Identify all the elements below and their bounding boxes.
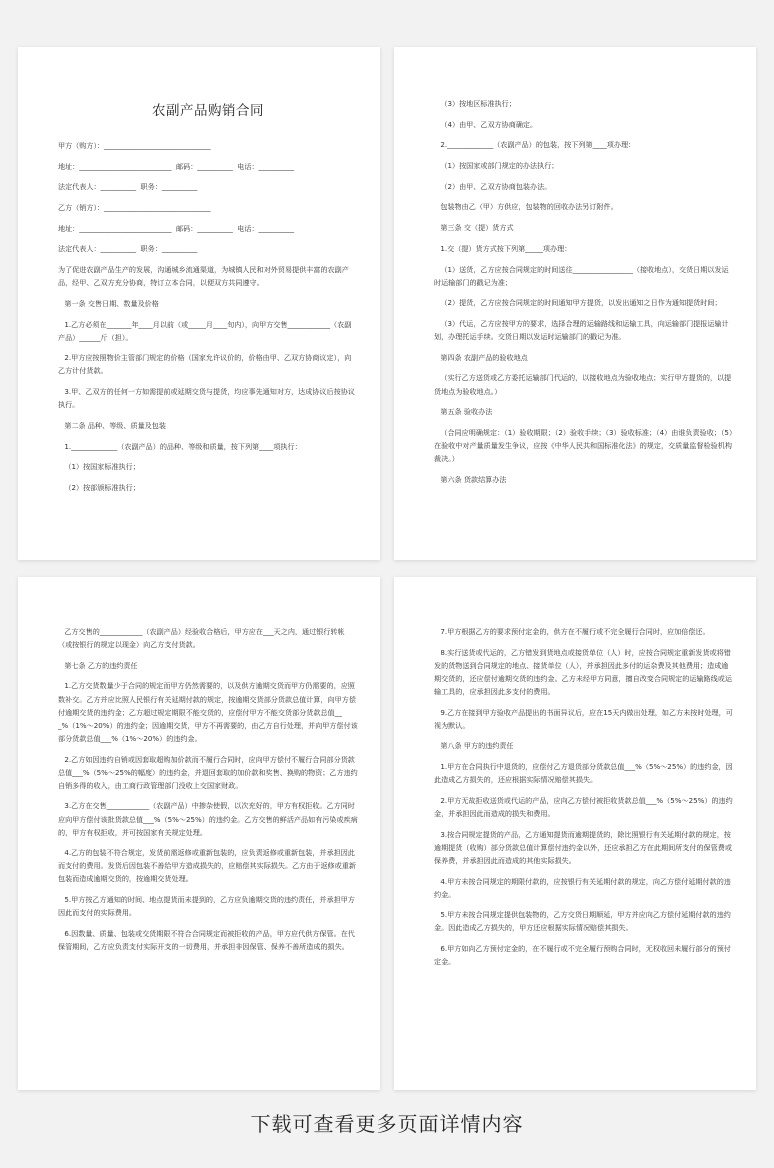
article-5-text: （合同应明确规定：（1）验收期限；（2）验收手续；（3）验收标准；（4）由谁负责验收；（5）在验收中对产量质量发生争议，应按《中华人民共和国标准化法》的规定，交质量监督检验机构裁决。） — [434, 427, 733, 464]
article-2-option-2: （2）按部颁标准执行； — [64, 483, 140, 492]
page-2-body — [434, 97, 734, 486]
article-6-heading: 第六条 货款结算办法 — [440, 474, 507, 484]
article-2-option-1: （1）按国家标准执行； — [64, 462, 140, 472]
packaging-option-2: （2）由甲、乙双方协商包装办法。 — [440, 181, 552, 191]
document-page-1 — [18, 47, 380, 560]
article-7-clause-8: 8.实行送货或代运的，乙方错发到货地点或接货单位（人）时，应按合同规定重新发货或将错发的货物送到合同规定的地点、接货单位（人），并承担因此多付的运杂费及其他费用；造成逾期交货的，还应偿付逾期交货的违约金。乙方未经甲方同意，擅自改变合同规定的运输路线或运输工具的，应承担因此多支付的费用。 — [434, 647, 732, 696]
article-2-option-4: （4）由甲、乙双方协商确定。 — [440, 119, 538, 129]
article-8-clause-1: 1.甲方在合同执行中退货的，应偿付乙方退货部分货款总值___%（5%～25%）的违约金，因此造成乙方损失的，还应根据实际情况赔偿其损失。 — [434, 762, 733, 785]
article-2-option-3: （3）按地区标准执行； — [440, 99, 516, 108]
document-page-3 — [18, 577, 380, 1090]
article-2-clause-2: 2._____________（农副产品）的包装，按下列第____项办理： — [440, 140, 636, 150]
article-7-clause-1: 1.乙方交货数量少于合同的规定而甲方仍然需要的，以及供方逾期交货而甲方仍需要的，应照数补交。乙方并应比照人民银行有关延期付款的规定，按逾期交货部分货款总值计算，向甲方偿付逾期交货的违约金；乙方超过规定期限不能交货的，应偿付甲方不能交货部分货款总值___%（1%～20%）的违约金；因逾期交货，甲方不再需要的，由乙方自行处理，并向甲方偿付该部分货款总值___%（1%～20%）的违约金。 — [58, 681, 358, 743]
seller-address-line: 地址：__________________________ 邮码：__________ 电话：__________ — [58, 223, 295, 233]
article-1-clause-1: 1.乙方必须在_______年____月以前（或_____月____旬内），向甲方交售____________（农副产品）______斤（担）。 — [58, 319, 352, 342]
article-7-clause-6: 6.因数量、质量、包装或交货期限不符合合同规定而被拒收的产品，甲方应代供方保管。在代保管期间，乙方应负责支付实际开支的一切费用，并承担非因保管、保养不善所造成的损失。 — [58, 928, 355, 952]
article-7-clause-7: 7.甲方根据乙方的要求预付定金的，供方在不履行或不完全履行合同时，应加倍偿还。 — [440, 627, 710, 636]
article-4-heading: 第四条 农副产品的验收地点 — [440, 352, 528, 362]
article-7-clause-2: 2.乙方如因违约自销或因套取超购加价款而不履行合同时，应向甲方偿付不履行合同部分货款总值___%（5%～25%的幅度）的违约金，并退回套取的加价款和奖售、换购的物资；乙方违约自销多得的收入，由工商行政管理部门没收上交国家财政。 — [58, 754, 358, 790]
article-5-heading: 第五条 验收办法 — [440, 407, 493, 417]
packaging-supply-note: 包装物由乙（甲）方供应，包装物的回收办法另订附件。 — [440, 202, 618, 212]
article-7-clause-9: 9.乙方在接到甲方验收产品提出的书面异议后，应在15天内做出处理，如乙方未按时处理，可视为默认。 — [434, 707, 733, 730]
article-8-clause-5: 5.甲方未按合同规定提供包装物的，乙方交货日期顺延，甲方并应向乙方偿付延期付款的违约金。因此造成乙方损失的，甲方还应根据实际情况赔偿其损失。 — [434, 910, 731, 933]
payment-clause: 乙方交售的____________（农副产品）经验收合格后，甲方应在___天之内，通过银行转帐（或按银行的规定以现金）向乙方支付货款。 — [58, 627, 345, 650]
packaging-option-1: （1）按国家或部门规定的办法执行； — [440, 161, 559, 171]
article-7-clause-4: 4.乙方的包装不符合规定，发货前需返修或重新包装的，应负责返修或重新包装，并承担因此而支付的费用。发货后因包装不善给甲方造成损失的，应赔偿其实际损失。乙方由于返修或重新包装而造成逾期交货的，按逾期交货处理。 — [58, 848, 356, 884]
buyer-representative-line: 法定代表人：__________ 职务：__________ — [58, 182, 198, 192]
preamble-paragraph: 为了促进农副产品生产的发展，沟通城乡流通渠道，为城镇人民和对外贸易提供丰富的农副产品，经甲、乙双方充分协商，特订立本合同，以便双方共同遵守。 — [58, 265, 349, 288]
article-4-text: （实行乙方送货或乙方委托运输部门代运的，以接收地点为验收地点；实行甲方提货的，以提货地点为验收地点。） — [434, 373, 732, 396]
contract-title: 农副产品购销合同 — [152, 103, 264, 119]
article-3-heading: 第三条 交（提）货方式 — [440, 223, 514, 233]
article-2-heading: 第二条 品种、等级、质量及包装 — [64, 420, 166, 430]
buyer-name-line: 甲方（购方）：______________________________ — [58, 141, 211, 150]
page-1-body — [58, 139, 358, 494]
document-page-4 — [394, 577, 756, 1090]
page-3-body — [58, 625, 358, 953]
document-page-2 — [394, 47, 756, 560]
article-7-clause-3: 3.乙方在交售____________（农副产品）中掺杂使假，以次充好的，甲方有权拒收。乙方同时应向甲方偿付该批货款总值___%（5%～25%）的违约金。乙方交售的鲜活产品如有污染或疾病的，甲方有权拒收，并可按国家有关规定处理。 — [58, 801, 358, 837]
delivery-option-2: （2）提货，乙方应按合同规定的时间通知甲方提货，以发出通知之日作为通知提货时间； — [440, 298, 722, 308]
article-8-clause-3: 3.按合同规定提货的产品，乙方通知提货而逾期提货的，除比照银行有关延期付款的规定，按逾期提货（收购）部分货款总值计算偿付违约金以外，还应承担乙方在此期间所支付的保管费或保养费，并承担因此而造成的其他实际损失。 — [434, 829, 732, 865]
article-7-clause-5: 5.甲方按乙方通知的时间、地点提货而未提到的，乙方应负逾期交货的违约责任，并承担甲方因此而支付的实际费用。 — [58, 895, 355, 918]
article-1-heading: 第一条 交售日期、数量及价格 — [64, 298, 159, 308]
delivery-option-3: （3）代运，乙方应按甲方的要求，选择合理的运输路线和运输工具，向运输部门提报运输计划，办理托运手续。交货日期以发运时运输部门的戳记为准。 — [434, 318, 729, 342]
article-8-heading: 第八条 甲方的违约责任 — [440, 741, 514, 751]
seller-representative-line: 法定代表人：__________ 职务：__________ — [58, 244, 198, 254]
download-more-prompt[interactable]: 下载可查看更多页面详情内容 — [250, 1112, 524, 1136]
page-4-body — [434, 625, 734, 968]
delivery-option-1: （1）送货，乙方应按合同规定的时间送往_________________（接收地点），交货日期以发运时运输部门的戳记为准； — [434, 264, 729, 287]
article-8-clause-6: 6.甲方如向乙方预付定金的，在不履行或不完全履行预购合同时，无权收回未履行部分的预付定金。 — [434, 944, 731, 967]
article-3-clause-1: 1.交（提）货方式按下列第_____项办理： — [440, 243, 572, 253]
seller-name-line: 乙方（销方）：______________________________ — [58, 203, 211, 213]
article-1-clause-3: 3.甲、乙双方的任何一方如需提前或延期交货与提货，均应事先通知对方，达成协议后按协议执行。 — [58, 387, 355, 410]
article-7-heading: 第七条 乙方的违约责任 — [64, 660, 138, 670]
article-8-clause-2: 2.甲方无故拒收送货或代运的产品，应向乙方偿付被拒收货款总值___%（5%～25%）的违约金，并承担因此而造成的损失和费用。 — [434, 795, 733, 818]
article-2-clause-1: 1._____________（农副产品）的品种、等级和质量，按下列第____项执行： — [64, 441, 302, 451]
article-8-clause-4: 4.甲方未按合同规定的期限付款的，应按银行有关延期付款的规定，向乙方偿付延期付款的违约金。 — [434, 876, 731, 899]
buyer-address-line: 地址：__________________________ 邮码：__________ 电话：__________ — [58, 161, 295, 171]
article-1-clause-2: 2.甲方应按照物价主管部门规定的价格（国家允许议价的，价格由甲、乙双方协商议定），向乙方计付货款。 — [58, 353, 352, 376]
